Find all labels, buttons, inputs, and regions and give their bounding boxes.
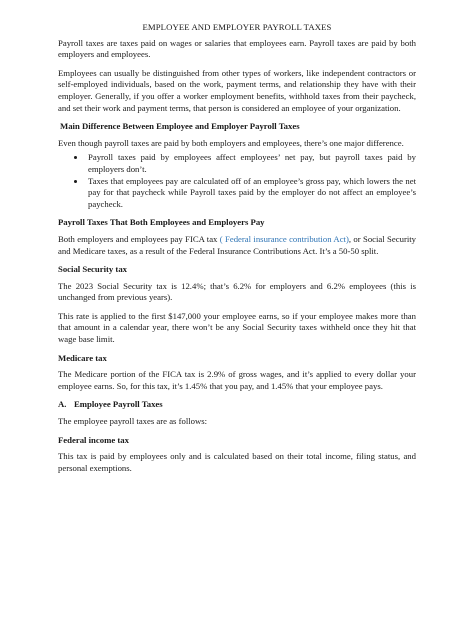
both-pay-text-after: , or Social Security and Medicare taxes, as a result of the Federal Insurance Contributions Act. It’s a 50-50 split.: [58, 233, 417, 256]
both-pay-paragraph: [58, 234, 416, 257]
federal-income-paragraph: This tax is paid by employees only and is calculated based on their total income, filing status, and personal exemptions.: [58, 451, 416, 473]
intro-paragraph: Payroll taxes are taxes paid on wages or salaries that employees earn. Payroll taxes are paid by both employers and employees.: [58, 37, 416, 60]
social-security-paragraph-2: This rate is applied to the first $147,000 your employee earns, so if your employee makes more than that amount in a calendar year, there won’t be any Social Security taxes withheld once they hit that wage base limit.: [58, 310, 416, 345]
both-pay-text: Both employers and employees pay FICA tax: [58, 233, 220, 244]
document-title: EMPLOYEE AND EMPLOYER PAYROLL TAXES: [142, 22, 332, 32]
difference-list: [58, 152, 416, 210]
social-security-heading: Social Security tax: [58, 264, 128, 275]
social-security-paragraph-1: The 2023 Social Security tax is 12.4%; that’s 6.2% for employers and 6.2% employees (this is unchanged from previous years).: [58, 280, 416, 303]
list-item: • Taxes that employees pay are calculated off of an employee’s gross pay, which lowers the net pay for that paycheck while Payroll taxes paid by the employer do not affect an employee’s paycheck.: [86, 176, 416, 211]
fica-link[interactable]: ( Federal insurance contribution Act): [219, 233, 349, 244]
section-marker: A.: [58, 399, 67, 410]
employee-payroll-heading-text: Employee Payroll Taxes: [74, 399, 163, 410]
list-item: • Payroll taxes paid by employees affect employees’ net pay, but payroll taxes paid by employers don’t.: [86, 152, 416, 175]
main-difference-paragraph: Even though payroll taxes are paid by both employers and employees, there’s one major difference.: [58, 137, 404, 148]
employee-payroll-heading: [58, 399, 416, 411]
distinguish-paragraph: Employees can usually be distinguished from other types of workers, like independent contractors or self-employed individuals, based on the work, payment terms, and relationship they have with their employer. Generally, if you offer a worker employment benefits, withhold taxes from their paycheck, and set their work and payment terms, that person is considered an employee of your organization.: [58, 67, 416, 113]
medicare-heading: Medicare tax: [58, 352, 107, 363]
main-difference-heading: Main Difference Between Employee and Employer Payroll Taxes: [60, 121, 300, 132]
employee-payroll-paragraph: The employee payroll taxes are as follows:: [58, 416, 208, 427]
both-pay-heading: Payroll Taxes That Both Employees and Employers Pay: [58, 217, 265, 228]
medicare-paragraph: The Medicare portion of the FICA tax is 2.9% of gross wages, and it’s applied to every dollar your employee earns. So, for this tax, it’s 1.45% that you pay, and 1.45% that your employee pays.: [58, 369, 416, 391]
federal-income-heading: Federal income tax: [58, 434, 129, 445]
